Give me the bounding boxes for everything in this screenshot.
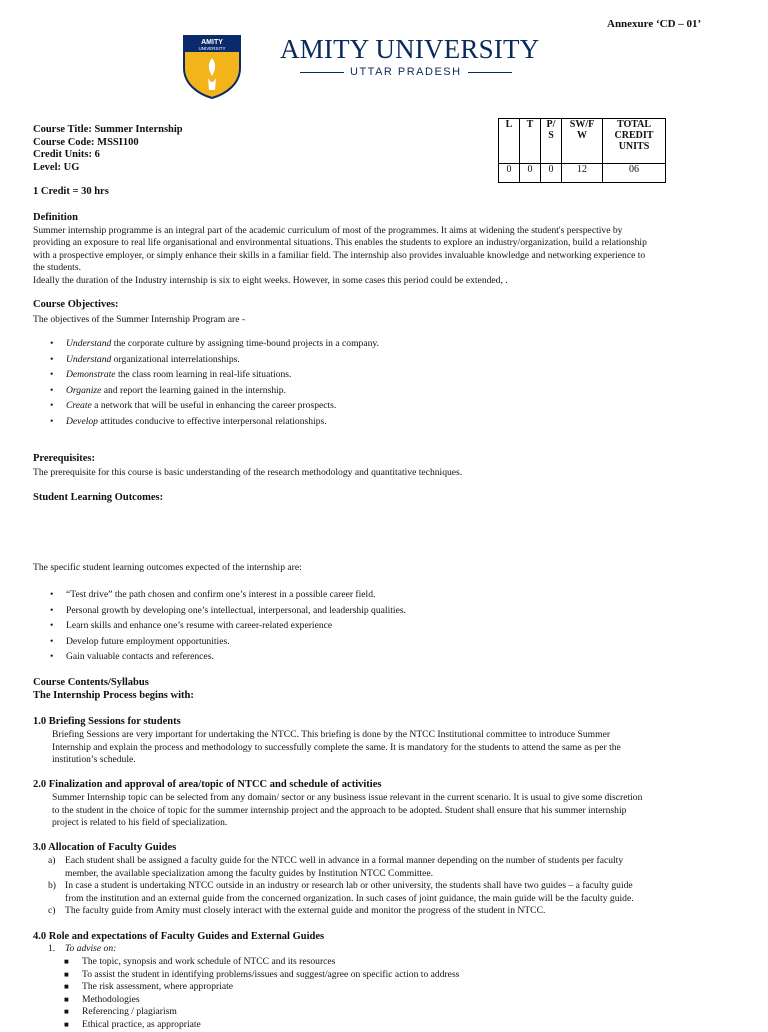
col-ps: P/ S bbox=[541, 119, 562, 164]
location-text: UTTAR PRADESH bbox=[350, 66, 462, 78]
col-total: TOTAL CREDIT UNITS bbox=[603, 119, 666, 164]
section-1-body: Briefing Sessions are very important for undertaking the NTCC. This briefing is done by the NTCC Institutional committee to introduce Summer Internship and explain the process and methodology to successfully complete the same. It is mandatory for the students to attend the same as per the institution’s schedule. bbox=[52, 729, 621, 766]
section-2-body: Summer Internship topic can be selected from any domain/ sector or any business issue relevant in the current scenario. It is usual to give some discretion to the student in the choice of topic for the summer internship project and the approach to be adopted. Student shall ensure that his summer internship project is related to his field of specialization. bbox=[52, 792, 643, 829]
outcomes-list bbox=[50, 587, 406, 665]
prereq-section bbox=[33, 453, 733, 479]
section-4-heading: 4.0 Role and expectations of Faculty Guides and External Guides bbox=[33, 931, 325, 942]
list-item: • Personal growth by developing one’s intellectual, interpersonal, and leadership qualities. bbox=[50, 604, 406, 616]
val-total: 06 bbox=[603, 164, 666, 183]
credit-table bbox=[498, 118, 666, 183]
annexure-label: Annexure ‘CD – 01’ bbox=[607, 18, 702, 30]
list-item: • Organize and report the learning gained in the internship. bbox=[50, 384, 286, 396]
definition-line: the students. bbox=[33, 262, 81, 274]
university-name: AMITY UNIVERSITY bbox=[280, 34, 540, 64]
outcomes-heading: Student Learning Outcomes: bbox=[33, 492, 164, 503]
definition-section bbox=[33, 212, 733, 288]
course-title: Course Title: Summer Internship bbox=[33, 124, 183, 135]
objectives-list bbox=[50, 336, 379, 429]
list-item: ■ Ethical practice, as appropriate bbox=[64, 1018, 201, 1030]
section-4-list bbox=[64, 956, 459, 1032]
left-rule bbox=[300, 72, 344, 73]
section-3-list bbox=[48, 855, 733, 918]
credit-units: Credit Units: 6 bbox=[33, 149, 100, 160]
list-item: ■ Methodologies bbox=[64, 993, 140, 1005]
list-item: a) Each student shall be assigned a faculty guide for the NTCC well in advance in a formal manner depending on the number of students per faculty member, the available specialization among the faculty guides by Institution NTCC Committee. bbox=[48, 855, 624, 879]
section-4-sub: 1. To advise on: bbox=[48, 943, 117, 954]
university-location bbox=[300, 66, 512, 78]
col-l: L bbox=[499, 119, 520, 164]
definition-line: providing an exposure to real life organisational and environmental situations. This enables the students to explore an industry/organization, build a relationship bbox=[33, 237, 647, 249]
definition-heading: Definition bbox=[33, 212, 78, 223]
contents-heading: Course Contents/Syllabus bbox=[33, 677, 149, 688]
svg-text:UNIVERSITY: UNIVERSITY bbox=[198, 46, 226, 51]
list-item: • Demonstrate the class room learning in real-life situations. bbox=[50, 369, 292, 380]
list-item: • Develop attitudes conducive to effective interpersonal relationships. bbox=[50, 415, 327, 427]
definition-line: Ideally the duration of the Industry internship is six to eight weeks. However, in some cases this period could be extended, . bbox=[33, 274, 508, 286]
objectives-intro: The objectives of the Summer Internship Program are - bbox=[33, 313, 246, 325]
objectives-section bbox=[33, 299, 733, 326]
prereq-text: The prerequisite for this course is basic understanding of the research methodology and quantitative techniques. bbox=[33, 466, 463, 478]
credit-note: 1 Credit = 30 hrs bbox=[33, 186, 109, 197]
list-item: ■ Referencing / plagiarism bbox=[64, 1006, 177, 1018]
section-1-heading: 1.0 Briefing Sessions for students bbox=[33, 716, 181, 727]
svg-text:AMITY: AMITY bbox=[201, 39, 223, 46]
section-3-heading: 3.0 Allocation of Faculty Guides bbox=[33, 842, 177, 853]
section-2-heading: 2.0 Finalization and approval of area/topic of NTCC and schedule of activities bbox=[33, 779, 382, 790]
list-item: ■ The risk assessment, where appropriate bbox=[64, 981, 234, 993]
contents-subheading: The Internship Process begins with: bbox=[33, 689, 194, 701]
prereq-heading: Prerequisites: bbox=[33, 453, 96, 464]
credit-table-value-row bbox=[499, 164, 666, 183]
course-meta bbox=[33, 124, 183, 174]
definition-line: Summer internship programme is an integral part of the academic curriculum of most of the programmes. It aims at widening the student's perspective by bbox=[33, 224, 623, 236]
list-item: • Understand the corporate culture by assigning time-bound projects in a company. bbox=[50, 338, 379, 349]
course-code: Course Code: MSSI100 bbox=[33, 136, 139, 148]
amity-shield-logo bbox=[182, 34, 242, 100]
col-t: T bbox=[520, 119, 541, 164]
contents-section bbox=[33, 677, 733, 702]
val-ps: 0 bbox=[541, 164, 562, 183]
list-item: • Understand organizational interrelationships. bbox=[50, 353, 240, 365]
list-item: b) In case a student is undertaking NTCC outside in an industry or research lab or other university, the students shall have two guides – a faculty guide from the institution and an external guide from the concerned organization. In such cases of joint guidance, the main guide will be the faculty guide. bbox=[48, 880, 634, 904]
list-item: • Create a network that will be useful in enhancing the career prospects. bbox=[50, 400, 337, 411]
list-item: • “Test drive” the path chosen and confirm one’s interest in a possible career field. bbox=[50, 589, 376, 600]
right-rule bbox=[468, 72, 512, 73]
definition-line: with a prospective employer, or simply enhance their skills in a familiar field. The internship also provides invaluable knowledge and networking experience to bbox=[33, 249, 646, 261]
objectives-heading: Course Objectives: bbox=[33, 299, 119, 310]
val-swfw: 12 bbox=[562, 164, 603, 183]
outcomes-intro: The specific student learning outcomes expected of the internship are: bbox=[33, 562, 302, 573]
list-item: c) The faculty guide from Amity must closely interact with the external guide and monitor the progress of the student in NTCC. bbox=[48, 905, 546, 917]
list-item: ■ To assist the student in identifying problems/issues and suggest/agree on specific action to address bbox=[64, 968, 460, 980]
outcomes-section bbox=[33, 492, 733, 505]
list-item: • Gain valuable contacts and references. bbox=[50, 651, 214, 662]
col-swfw: SW/F W bbox=[562, 119, 603, 164]
credit-table-header-row bbox=[499, 119, 666, 164]
val-l: 0 bbox=[499, 164, 520, 183]
course-level: Level: UG bbox=[33, 161, 80, 173]
val-t: 0 bbox=[520, 164, 541, 183]
list-item: ■ The topic, synopsis and work schedule of NTCC and its resources bbox=[64, 956, 336, 967]
list-item: • Learn skills and enhance one’s resume with career-related experience bbox=[50, 620, 333, 631]
list-item: • Develop future employment opportunities. bbox=[50, 635, 230, 647]
